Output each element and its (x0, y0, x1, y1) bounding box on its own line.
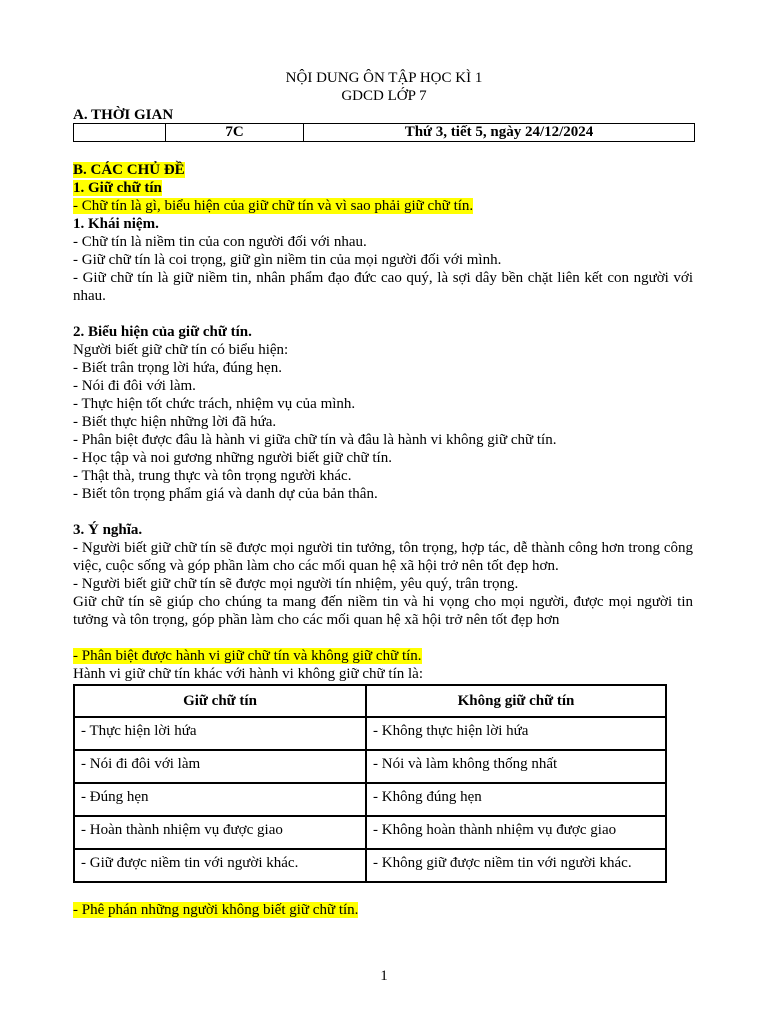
section-b-heading: B. CÁC CHỦ ĐỀ (73, 162, 185, 178)
table-cell: - Thực hiện lời hứa (74, 717, 366, 750)
expression-item: - Thực hiện tốt chức trách, nhiệm vụ của mình. (73, 396, 356, 412)
question-2: - Phân biệt được hành vi giữ chữ tín và không giữ chữ tín. (73, 648, 422, 664)
topic-1-heading: 1. Giữ chữ tín (73, 180, 162, 196)
table-row (74, 124, 695, 142)
table-row (74, 750, 666, 783)
compare-intro: Hành vi giữ chữ tín khác với hành vi không giữ chữ tín là: (73, 666, 423, 682)
schedule-table (73, 123, 695, 142)
section-a-heading: A. THỜI GIAN (73, 107, 174, 123)
table-row (74, 783, 666, 816)
meaning-item: - Người biết giữ chữ tín sẽ được mọi người tin tưởng, tôn trọng, hợp tác, dễ thành công hơn trong công việc, cuộc sống và góp phần làm cho các mối quan hệ xã hội trở nên tốt đẹp hơn. (73, 540, 693, 574)
column-header: Giữ chữ tín (74, 685, 366, 717)
concept-item: - Giữ chữ tín là coi trọng, giữ gìn niềm tin của mọi người đối với mình. (73, 252, 502, 268)
expression-item: - Biết tôn trọng phẩm giá và danh dự của bản thân. (73, 486, 378, 502)
expression-item: - Biết trân trọng lời hứa, đúng hẹn. (73, 360, 282, 376)
expression-item: - Học tập và noi gương những người biết giữ chữ tín. (73, 450, 392, 466)
concept-heading: 1. Khái niệm. (73, 216, 159, 232)
schedule-cell-class: 7C (166, 124, 304, 142)
document-title: NỘI DUNG ÔN TẬP HỌC KÌ 1 (285, 70, 483, 86)
schedule-cell-time: Thứ 3, tiết 5, ngày 24/12/2024 (304, 124, 695, 142)
table-cell: - Nói đi đôi với làm (74, 750, 366, 783)
meaning-item: - Người biết giữ chữ tín sẽ được mọi người tín nhiệm, yêu quý, trân trọng. (73, 576, 519, 592)
meaning-heading: 3. Ý nghĩa. (73, 522, 143, 538)
comparison-table (73, 684, 667, 883)
meaning-item: Giữ chữ tín sẽ giúp cho chúng ta mang đến niềm tin và hi vọng cho mọi người, được mọi người tin tưởng và tôn trọng, góp phần làm cho các mối quan hệ xã hội trở nên tốt đẹp hơn (73, 594, 693, 628)
expression-item: - Thật thà, trung thực và tôn trọng người khác. (73, 468, 352, 484)
table-cell: - Không giữ được niềm tin với người khác. (366, 849, 666, 882)
expression-item: - Phân biệt được đâu là hành vi giữa chữ tín và đâu là hành vi không giữ chữ tín. (73, 432, 557, 448)
table-header-row (74, 685, 666, 717)
expression-item: - Biết thực hiện những lời đã hứa. (73, 414, 277, 430)
table-cell: - Không đúng hẹn (366, 783, 666, 816)
table-row (74, 849, 666, 882)
concept-item: - Giữ chữ tín là giữ niềm tin, nhân phẩm đạo đức cao quý, là sợi dây bền chặt liên kết con người với nhau. (73, 270, 693, 304)
concept-item: - Chữ tín là niềm tin của con người đối với nhau. (73, 234, 367, 250)
page-number: 1 (380, 968, 388, 984)
table-cell: - Không thực hiện lời hứa (366, 717, 666, 750)
expression-item: - Nói đi đôi với làm. (73, 378, 196, 394)
table-row (74, 816, 666, 849)
schedule-cell-blank (74, 124, 166, 142)
table-cell: - Không hoàn thành nhiệm vụ được giao (366, 816, 666, 849)
document-subtitle: GDCD LỚP 7 (341, 88, 427, 104)
question-3: - Phê phán những người không biết giữ chữ tín. (73, 902, 359, 918)
column-header: Không giữ chữ tín (366, 685, 666, 717)
content-body (73, 161, 693, 919)
expression-heading: 2. Biểu hiện của giữ chữ tín. (73, 324, 252, 340)
expression-intro: Người biết giữ chữ tín có biểu hiện: (73, 342, 289, 358)
table-row (74, 717, 666, 750)
table-cell: - Giữ được niềm tin với người khác. (74, 849, 366, 882)
table-cell: - Đúng hẹn (74, 783, 366, 816)
table-cell: - Nói và làm không thống nhất (366, 750, 666, 783)
table-cell: - Hoàn thành nhiệm vụ được giao (74, 816, 366, 849)
question-1: - Chữ tín là gì, biểu hiện của giữ chữ tín và vì sao phải giữ chữ tín. (73, 198, 474, 214)
